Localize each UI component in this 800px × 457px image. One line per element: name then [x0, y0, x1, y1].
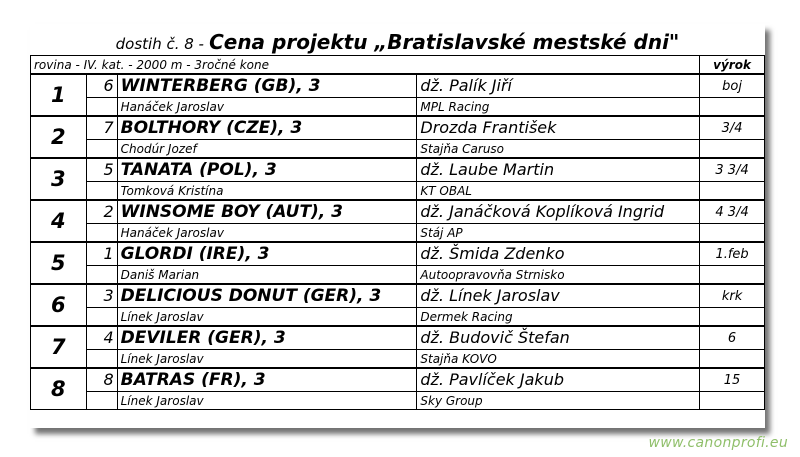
margin-value: 3 3/4 — [700, 158, 765, 182]
jockey-name: dž. Šmida Zdenko — [417, 242, 700, 266]
result-row — [31, 116, 765, 140]
start-number: 8 — [86, 368, 117, 392]
trainer-name: Línek Jaroslav — [117, 308, 417, 327]
margin-value: 4 3/4 — [700, 200, 765, 224]
result-subrow — [31, 224, 765, 243]
blank-cell — [86, 392, 117, 410]
result-subrow — [31, 266, 765, 285]
result-subrow — [31, 350, 765, 369]
owner-name: Stáj AP — [417, 224, 700, 243]
horse-name: WINSOME BOY (AUT), 3 — [117, 200, 417, 224]
result-subrow — [31, 98, 765, 117]
jockey-name: dž. Línek Jaroslav — [417, 284, 700, 308]
place-cell: 7 — [31, 326, 87, 368]
owner-name: KT OBAL — [417, 182, 700, 201]
horse-name: BOLTHORY (CZE), 3 — [117, 116, 417, 140]
horse-name: DELICIOUS DONUT (GER), 3 — [117, 284, 417, 308]
result-subrow — [31, 392, 765, 410]
trainer-name: Chodúr Jozef — [117, 140, 417, 159]
start-number: 4 — [86, 326, 117, 350]
blank-cell — [86, 98, 117, 117]
horse-name: GLORDI (IRE), 3 — [117, 242, 417, 266]
blank-cell — [700, 224, 765, 243]
blank-cell — [700, 350, 765, 369]
trainer-name: Línek Jaroslav — [117, 392, 417, 410]
jockey-name: dž. Budovič Štefan — [417, 326, 700, 350]
start-number: 5 — [86, 158, 117, 182]
margin-value: 15 — [700, 368, 765, 392]
place-cell: 5 — [31, 242, 87, 284]
horse-name: BATRAS (FR), 3 — [117, 368, 417, 392]
watermark: www.canonprofi.eu — [648, 435, 788, 451]
race-conditions: rovina - IV. kat. - 2000 m - 3ročné kone — [31, 56, 700, 75]
start-number: 3 — [86, 284, 117, 308]
margin-value: 6 — [700, 326, 765, 350]
place-cell: 1 — [31, 74, 87, 116]
blank-cell — [700, 266, 765, 285]
margin-value: krk — [700, 284, 765, 308]
owner-name: Stajňa Caruso — [417, 140, 700, 159]
blank-cell — [86, 140, 117, 159]
owner-name: Sky Group — [417, 392, 700, 410]
start-number: 6 — [86, 74, 117, 98]
start-number: 2 — [86, 200, 117, 224]
blank-cell — [700, 182, 765, 201]
blank-cell — [86, 308, 117, 327]
horse-name: DEVILER (GER), 3 — [117, 326, 417, 350]
blank-cell — [86, 224, 117, 243]
jockey-name: dž. Laube Martin — [417, 158, 700, 182]
result-subrow — [31, 308, 765, 327]
margin-value: boj — [700, 74, 765, 98]
trainer-name: Línek Jaroslav — [117, 350, 417, 369]
result-row — [31, 200, 765, 224]
results-table — [30, 55, 765, 410]
result-subrow — [31, 182, 765, 201]
blank-cell — [86, 266, 117, 285]
results-sheet — [30, 24, 765, 428]
margin-value: 1.feb — [700, 242, 765, 266]
place-cell: 2 — [31, 116, 87, 158]
trainer-name: Daniš Marian — [117, 266, 417, 285]
blank-cell — [700, 392, 765, 410]
owner-name: Autoopravovňa Strnisko — [417, 266, 700, 285]
result-subrow — [31, 140, 765, 159]
owner-name: MPL Racing — [417, 98, 700, 117]
race-title — [30, 30, 765, 54]
result-row — [31, 368, 765, 392]
result-row — [31, 74, 765, 98]
place-cell: 6 — [31, 284, 87, 326]
result-row — [31, 326, 765, 350]
margin-value: 3/4 — [700, 116, 765, 140]
start-number: 7 — [86, 116, 117, 140]
margin-header: výrok — [700, 56, 765, 75]
blank-cell — [700, 308, 765, 327]
blank-cell — [700, 140, 765, 159]
jockey-name: dž. Pavlíček Jakub — [417, 368, 700, 392]
result-row — [31, 158, 765, 182]
blank-cell — [700, 98, 765, 117]
blank-cell — [86, 182, 117, 201]
trainer-name: Hanáček Jaroslav — [117, 98, 417, 117]
start-number: 1 — [86, 242, 117, 266]
owner-name: Dermek Racing — [417, 308, 700, 327]
conditions-row — [31, 56, 765, 75]
jockey-name: dž. Palík Jiří — [417, 74, 700, 98]
race-label: dostih č. 8 - — [115, 35, 204, 53]
result-row — [31, 242, 765, 266]
trainer-name: Tomková Kristína — [117, 182, 417, 201]
place-cell: 3 — [31, 158, 87, 200]
result-row — [31, 284, 765, 308]
jockey-name: Drozda František — [417, 116, 700, 140]
jockey-name: dž. Janáčková Koplíková Ingrid — [417, 200, 700, 224]
horse-name: WINTERBERG (GB), 3 — [117, 74, 417, 98]
place-cell: 8 — [31, 368, 87, 410]
race-name: Cena projektu „Bratislavské mestské dni" — [209, 30, 680, 54]
owner-name: Stajňa KOVO — [417, 350, 700, 369]
place-cell: 4 — [31, 200, 87, 242]
blank-cell — [86, 350, 117, 369]
horse-name: TANATA (POL), 3 — [117, 158, 417, 182]
trainer-name: Hanáček Jaroslav — [117, 224, 417, 243]
